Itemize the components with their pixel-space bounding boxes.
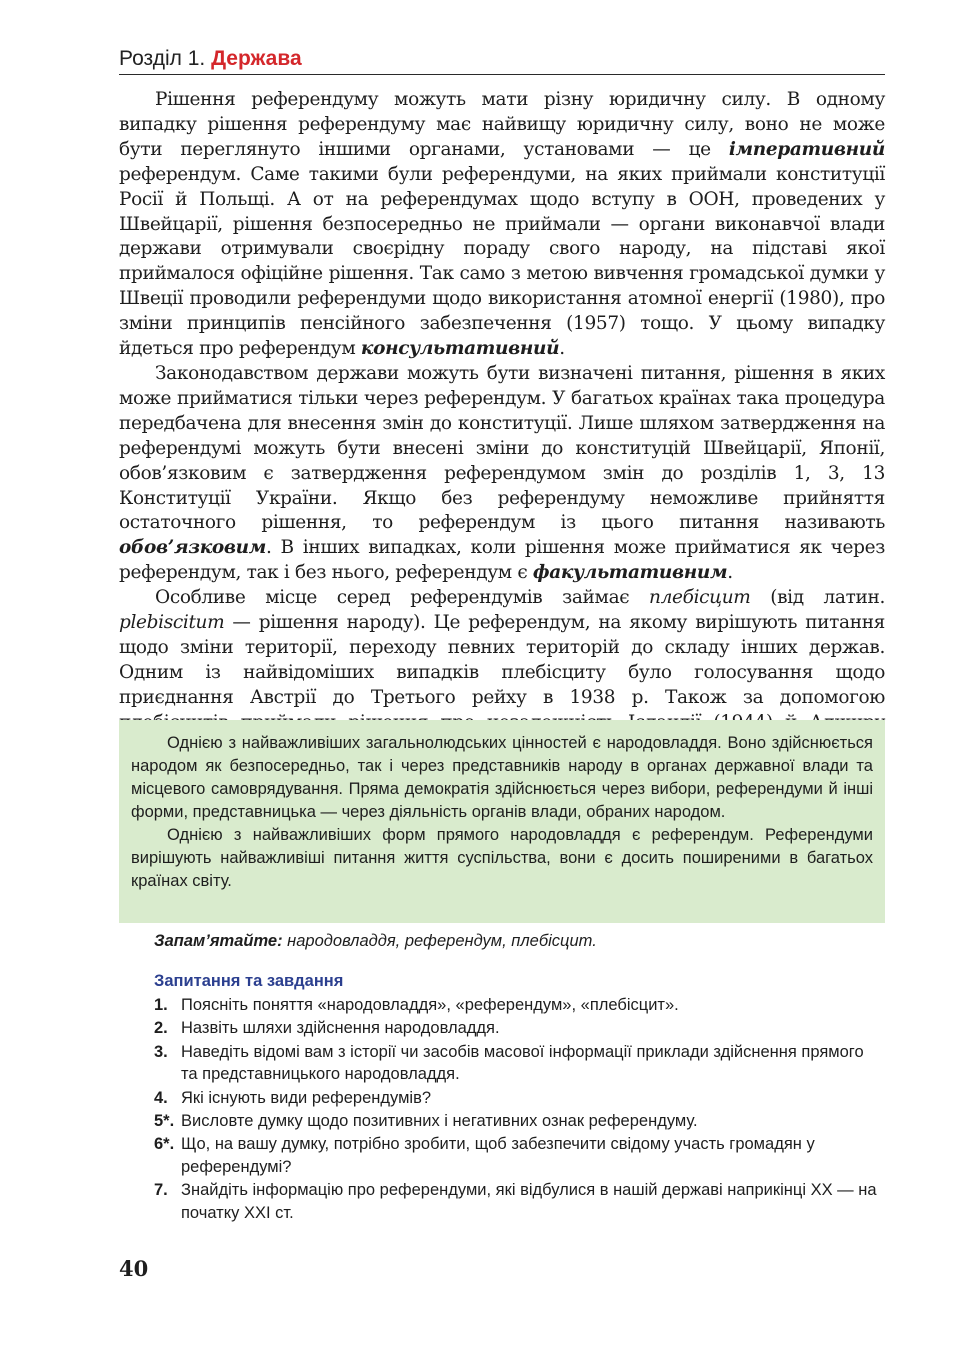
text-run: Особливе місце серед референдумів займає: [155, 587, 650, 609]
question-text: Що, на вашу думку, потрібно зробити, щоб забезпечити свідому участь громадян у референдумі?: [181, 1135, 815, 1177]
page-header: [119, 44, 885, 75]
summary-paragraph-2: Однією з найважливіших форм прямого народовладдя є референдум. Референдуми вирішують найважливіші питання життя суспільства, вони є досить поширеними в багатьох країнах світу.: [131, 826, 873, 890]
question-item: [154, 1017, 884, 1040]
section-title: Держава: [211, 47, 302, 70]
summary-paragraph-1: Однією з найважливіших загальнолюдських цінностей є народовладдя. Воно здійснюється народом як безпосередньо, так і через представників народу в органах державної влади та місцевого самоврядування. Пряма демократія здійснюється через вибори, референдуми й інші форми, представницька — через діяльність органів влади, обраних народом.: [131, 734, 873, 821]
question-item: [154, 1110, 884, 1133]
text-run: .: [559, 338, 565, 360]
text-run: (від латин.: [750, 587, 885, 609]
question-item: [154, 1041, 884, 1087]
text-run: — рішення народу). Це референдум, на якому вирішують питання щодо зміни території, переходу певних територій до складу інших держав. Одним із найвідоміших випадків плебісциту було голосування щодо приєднання Австрії до Третього рейху в 1938 р. Також за допомогою: [119, 612, 885, 708]
text-run: .: [727, 562, 733, 584]
question-text: Наведіть відомі вам з історії чи засобів масової інформації приклади здійснення прямого та представницького народовладдя.: [181, 1042, 864, 1084]
section-label: Розділ 1.: [119, 47, 212, 70]
text-run: Рішення референдуму можуть мати різну юридичну силу. В одному випадку рішення референдуму має найвищу юридичну силу, воно не може бути переглянуто іншими органами, установами — це: [119, 89, 885, 160]
question-number: 2.: [154, 1019, 168, 1038]
question-text: Назвіть шляхи здійснення народовладдя.: [181, 1019, 500, 1038]
remember-note: [154, 930, 884, 953]
question-number: 3.: [154, 1042, 168, 1061]
text-run: референдум. Саме такими були референдуми, на яких приймали конституції Росії й Польщі. А от на референдумах щодо вступу в ООН, проведених у Швейцарії, рішення безпосередньо не приймали — органи виконавчої влади держави отримували своєрідну пораду свого народу, на підставі якої приймалося офіційне рішення. Так само з метою вивчення громадської думки у Швеції проводили референдуми щодо використання атомної енергії (1980), про зміни принципів пенсійного забезпечення (1957) тощо. У цьому випадку йдеться про референдум: [119, 163, 885, 360]
term-plebiscitum: plebiscitum: [119, 612, 225, 634]
question-item: [154, 1179, 884, 1225]
question-item: [154, 1133, 884, 1179]
question-text: Які існують види референдумів?: [181, 1088, 432, 1107]
questions-list: [154, 994, 884, 1225]
question-number: 7.: [154, 1181, 168, 1200]
question-number: 4.: [154, 1088, 168, 1107]
question-text: Висловте думку щодо позитивних і негативних ознак референдуму.: [181, 1111, 698, 1130]
remember-terms: народовладдя, референдум, плебісцит.: [282, 932, 597, 950]
paragraph-2: [119, 362, 885, 586]
summary-box: [119, 720, 885, 923]
question-text: Поясніть поняття «народовладдя», «референдум», «плебісцит».: [181, 996, 679, 1014]
term-plebiscite: плебісцит: [649, 587, 751, 609]
question-text: Знайдіть інформацію про референдуми, які відбулися в нашій державі наприкінці XX — на початку XXI ст.: [181, 1181, 877, 1223]
questions-title: Запитання та завдання: [154, 972, 344, 990]
paragraph-1: [119, 88, 885, 362]
term-mandatory: обов’язковим: [119, 537, 267, 559]
remember-label: Запам’ятайте:: [154, 932, 283, 950]
text-run: . В інших випадках, коли рішення може прийматися як через референдум, так і без нього, референдум є: [119, 537, 885, 584]
body-text: [119, 88, 885, 760]
question-number: 1.: [154, 996, 168, 1014]
term-consultative: консультативний: [360, 338, 560, 360]
question-number: 5*.: [154, 1111, 175, 1130]
term-optional: факультативним: [532, 562, 728, 584]
term-imperative: імперативний: [728, 138, 885, 160]
page-number: 40: [119, 1256, 149, 1281]
question-number: 6*.: [154, 1135, 175, 1154]
text-run: Законодавством держави можуть бути визначені питання, рішення в яких може прийматися тільки через референдум. У багатьох країнах така процедура передбачена для внесення змін до конституції. Лише шляхом затвердження на референдумі можуть бути внесені зміни до конституцій Швейцарії, Японії, обов’язковим є затвердження референдумом змін до розділів 1, 3, 13 Конституції України. Якщо без референдуму неможливе прийняття остаточного рішення, то референдум із цього питання називають: [119, 362, 885, 534]
question-item: [154, 994, 884, 1017]
question-item: [154, 1087, 884, 1110]
